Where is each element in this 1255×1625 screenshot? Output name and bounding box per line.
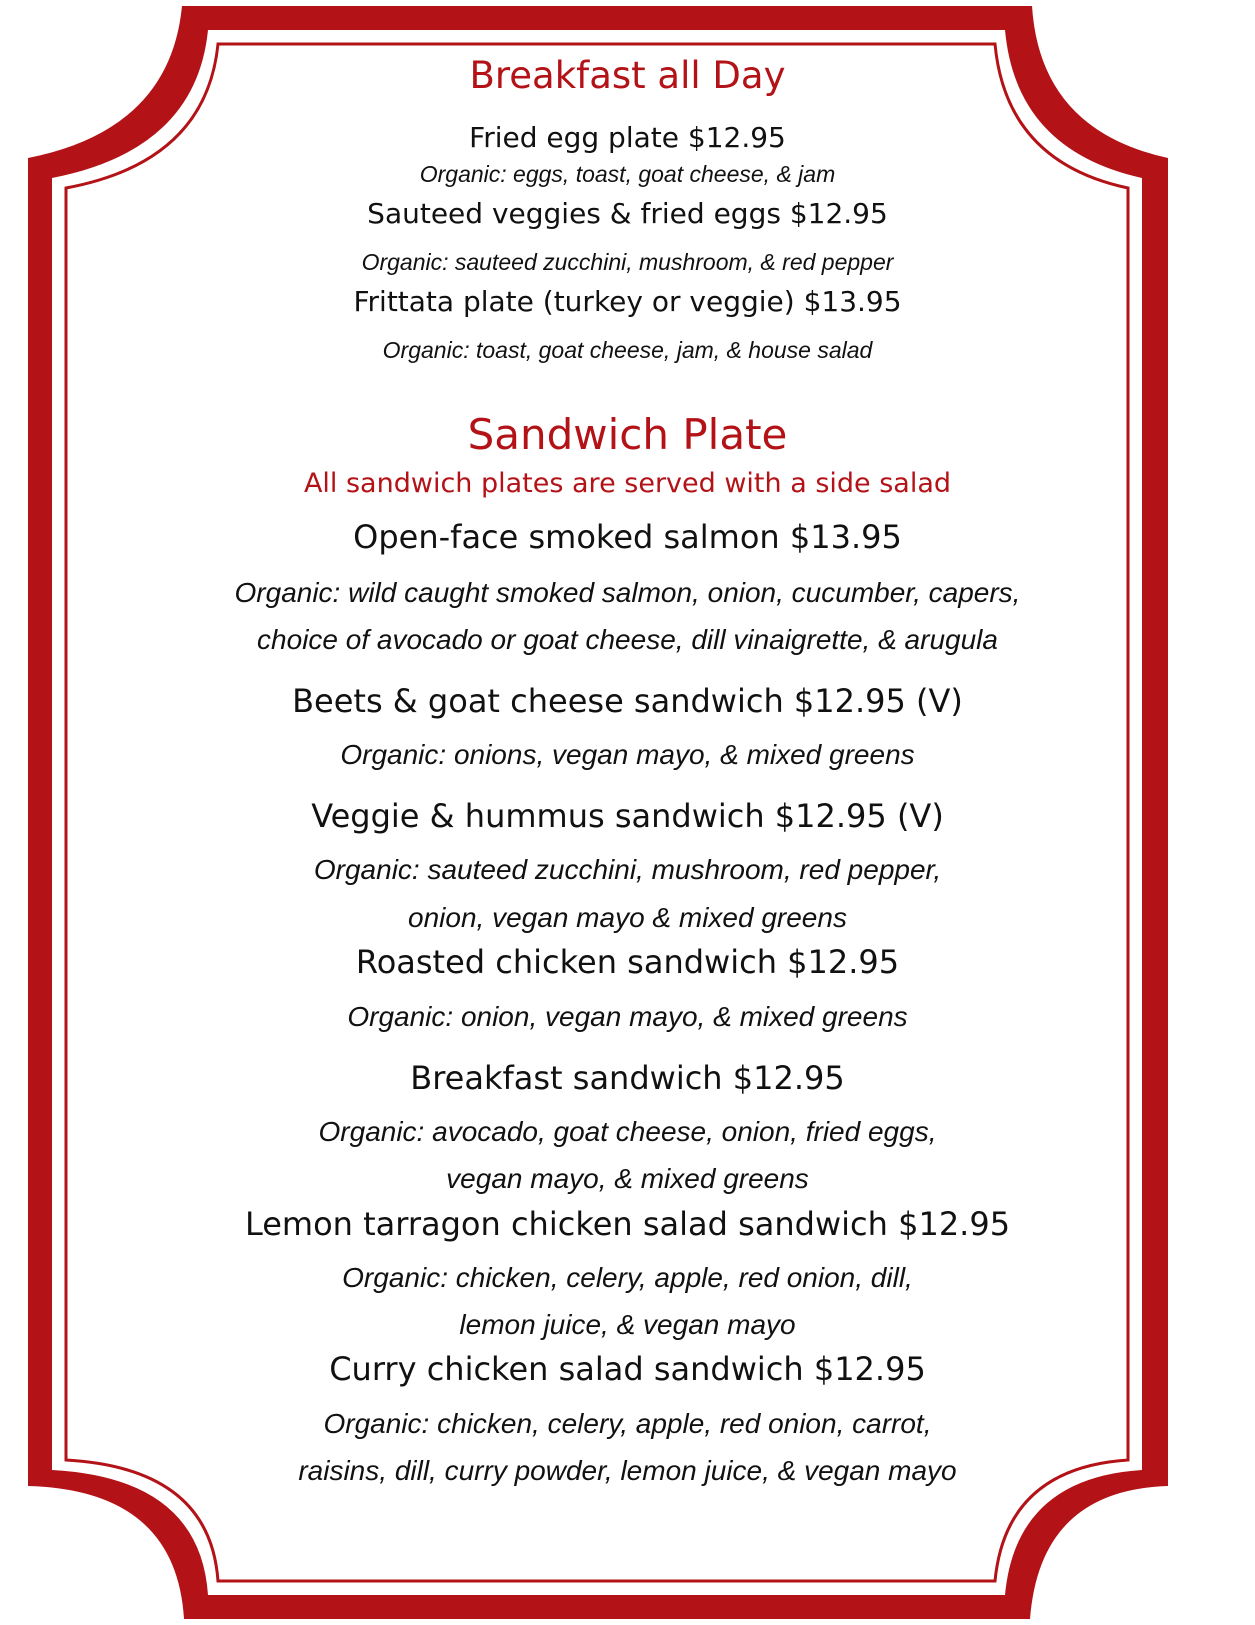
sandwich-item-description: vegan mayo, & mixed greens [446, 1163, 809, 1194]
sandwich-item-name: Roasted chicken sandwich $12.95 [355, 943, 900, 981]
breakfast-item-name: Sauteed veggies & fried eggs $12.95 [367, 197, 888, 230]
sandwich-item-description: lemon juice, & vegan mayo [459, 1309, 796, 1340]
sandwich-item-description: Organic: wild caught smoked salmon, onion, cucumber, capers, [234, 577, 1021, 608]
breakfast-item-name: Fried egg plate $12.95 [469, 121, 786, 154]
sandwich-section-note: All sandwich plates are served with a side salad [303, 468, 952, 499]
sandwich-item-description: Organic: sauteed zucchini, mushroom, red pepper, [313, 854, 942, 885]
breakfast-item-description: Organic: sauteed zucchini, mushroom, & red pepper [361, 249, 894, 275]
sandwich-item-name: Breakfast sandwich $12.95 [410, 1059, 845, 1097]
sandwich-item-name: Curry chicken salad sandwich $12.95 [329, 1350, 926, 1388]
sandwich-item-name: Lemon tarragon chicken salad sandwich $12.95 [244, 1205, 1011, 1243]
sandwich-item-description: Organic: chicken, celery, apple, red onion, carrot, [323, 1408, 932, 1439]
breakfast-item-description: Organic: toast, goat cheese, jam, & house salad [382, 337, 873, 363]
sandwich-item-name: Open-face smoked salmon $13.95 [353, 518, 902, 556]
sandwich-item-description: onion, vegan mayo & mixed greens [408, 902, 847, 933]
sandwich-item-name: Beets & goat cheese sandwich $12.95 (V) [292, 682, 963, 720]
sandwich-item-description: Organic: avocado, goat cheese, onion, fried eggs, [318, 1116, 937, 1147]
sandwich-item-description: Organic: chicken, celery, apple, red onion, dill, [342, 1262, 913, 1293]
sandwich-item-name: Veggie & hummus sandwich $12.95 (V) [311, 797, 944, 835]
breakfast-section-title: Breakfast all Day [469, 54, 786, 97]
sandwich-section-title: Sandwich Plate [467, 410, 788, 459]
sandwich-item-description: Organic: onions, vegan mayo, & mixed greens [340, 739, 915, 770]
sandwich-item-description: Organic: onion, vegan mayo, & mixed greens [347, 1001, 908, 1032]
sandwich-item-description: choice of avocado or goat cheese, dill vinaigrette, & arugula [257, 624, 998, 655]
sandwich-item-description: raisins, dill, curry powder, lemon juice, & vegan mayo [298, 1455, 957, 1486]
breakfast-item-name: Frittata plate (turkey or veggie) $13.95 [353, 285, 902, 318]
breakfast-item-description: Organic: eggs, toast, goat cheese, & jam [419, 161, 836, 187]
